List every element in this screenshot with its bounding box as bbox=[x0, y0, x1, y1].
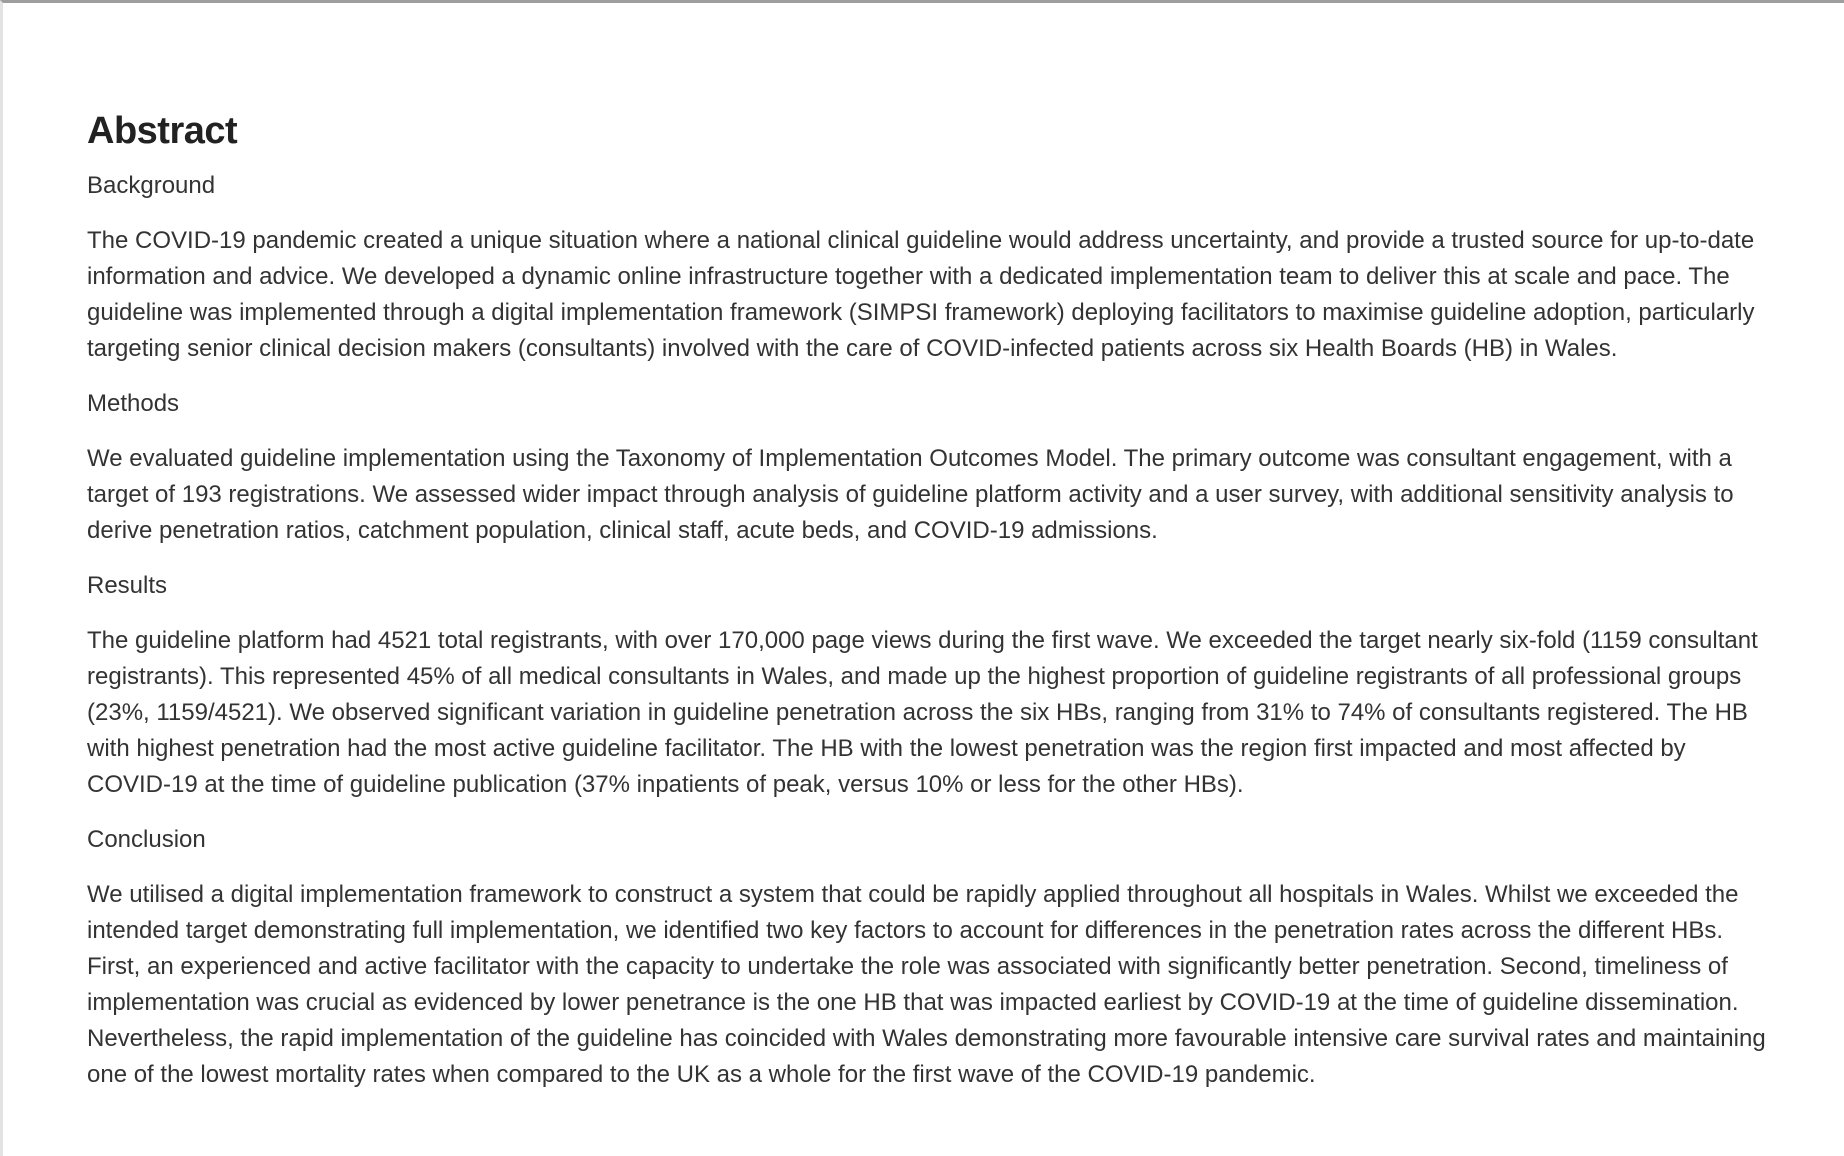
abstract-title: Abstract bbox=[87, 110, 238, 152]
abstract-content bbox=[87, 107, 1767, 1115]
background-heading: Background bbox=[87, 172, 216, 199]
conclusion-paragraph: We utilised a digital implementation framework to construct a system that could be rapidly applied throughout all hospitals in Wales. Whilst we exceeded the intended target demonstrating full implementation, we identified two key factors to account for differences in the penetration rates across the different HBs. First, an experienced and active facilitator with the capacity to undertake the role was associated with significantly better penetration. Second, timeliness of implementation was crucial as evidenced by lower penetrance is the one HB that was impacted earliest by COVID-19 at the time of guideline dissemination. Nevertheless, the rapid implementation of the guideline has coincided with Wales demonstrating more favourable intensive care survival rates and maintaining one of the lowest mortality rates when compared to the UK as a whole for the first wave of the COVID-19 pandemic. bbox=[87, 881, 1766, 1088]
results-paragraph: The guideline platform had 4521 total registrants, with over 170,000 page views during the first wave. We exceeded the target nearly six-fold (1159 consultant registrants). This represented 45% of all medical consultants in Wales, and made up the highest proportion of guideline registrants of all professional groups (23%, 1159/4521). We observed significant variation in guideline penetration across the six HBs, ranging from 31% to 74% of consultants registered. The HB with highest penetration had the most active guideline facilitator. The HB with the lowest penetration was the region first impacted and most affected by COVID-19 at the time of guideline publication (37% inpatients of peak, versus 10% or less for the other HBs). bbox=[87, 627, 1758, 798]
methods-heading: Methods bbox=[87, 390, 180, 417]
conclusion-heading: Conclusion bbox=[87, 826, 206, 853]
background-paragraph: The COVID-19 pandemic created a unique situation where a national clinical guideline would address uncertainty, and provide a trusted source for up-to-date information and advice. We developed a dynamic online infrastructure together with a dedicated implementation team to deliver this at scale and pace. The guideline was implemented through a digital implementation framework (SIMPSI framework) deploying facilitators to maximise guideline adoption, particularly targeting senior clinical decision makers (consultants) involved with the care of COVID-infected patients across six Health Boards (HB) in Wales. bbox=[87, 227, 1755, 362]
methods-paragraph: We evaluated guideline implementation using the Taxonomy of Implementation Outcomes Model. The primary outcome was consultant engagement, with a target of 193 registrations. We assessed wider impact through analysis of guideline platform activity and a user survey, with additional sensitivity analysis to derive penetration ratios, catchment population, clinical staff, acute beds, and COVID-19 admissions. bbox=[87, 445, 1734, 544]
results-heading: Results bbox=[87, 572, 168, 599]
